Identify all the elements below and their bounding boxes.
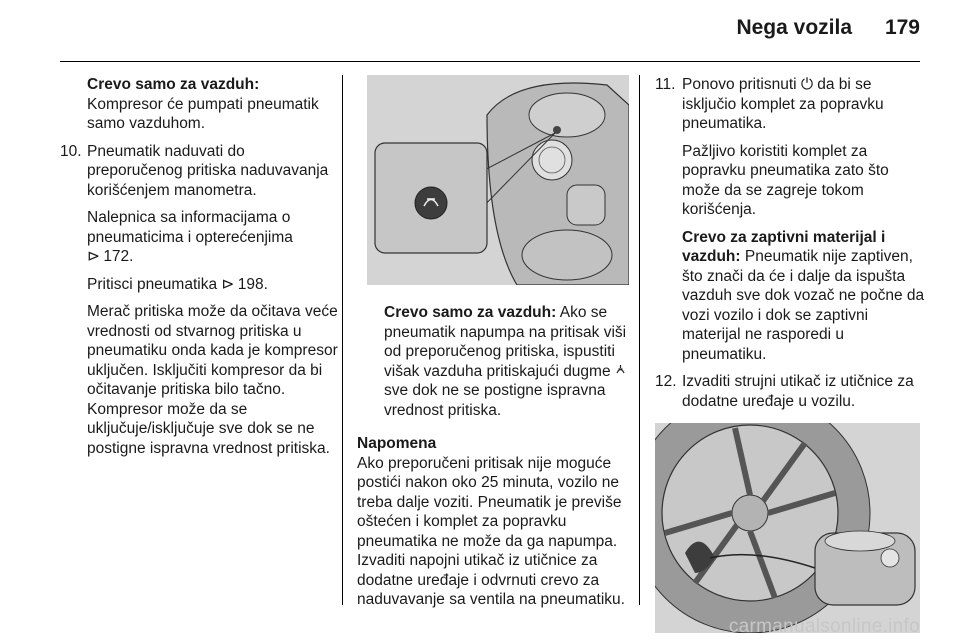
step-10-reference-label: Nalepnica sa informacijama o pneumaticima i opterećenjima ⊳ 172. bbox=[87, 209, 293, 265]
air-only-hose-intro bbox=[60, 75, 338, 134]
intro-text: Kompresor će pumpati pneumatik samo vazduhom. bbox=[87, 95, 319, 132]
note-text: Ako preporučeni pritisak nije moguće postići nakon oko 25 minuta, vozilo ne treba dalje voziti. Pneumatik je previše oštećen i komplet za popravku pneumatika ne može da ga napumpa. Izvaditi napojni utikač iz utičnice za dodatne uređaje i odvrnuti crevo za naduvavanje sa ventila na pneumatiku. bbox=[357, 454, 625, 608]
step-11 bbox=[655, 75, 925, 364]
column-2 bbox=[357, 75, 629, 618]
page-reference[interactable]: 172. bbox=[103, 248, 134, 265]
column-divider-1 bbox=[342, 75, 343, 605]
column-1 bbox=[60, 75, 338, 466]
note-block bbox=[357, 434, 629, 610]
intro-heading: Crevo samo za vazduh: bbox=[87, 76, 260, 93]
site-watermark: carmanualsonline.info bbox=[728, 616, 920, 637]
step-number: 12. bbox=[655, 373, 677, 390]
deflate-button-icon bbox=[615, 362, 627, 382]
compressor-illustration bbox=[367, 75, 629, 285]
reference-arrow-icon: ⊳ bbox=[87, 248, 100, 265]
step-10 bbox=[60, 142, 338, 459]
note-title: Napomena bbox=[357, 435, 437, 452]
step-number: 10. bbox=[60, 142, 82, 160]
column-3 bbox=[655, 75, 925, 633]
step-text: Ponovo pritisnuti ⏻ da bi se isključio komplet za popravku pneumatika. bbox=[682, 76, 884, 132]
tyre-and-compressor-illustration bbox=[655, 423, 920, 633]
section-title: Nega vozila bbox=[736, 16, 852, 39]
reference-arrow-icon: ⊳ bbox=[221, 275, 235, 293]
gauge-note: Merač pritiska može da očitava veće vrednosti od stvarnog pritiska u pneumatiku onda kada je kompresor uključen. Isključiti kompresor da bi očitavanje pritiska bilo tačno. Kompresor može da se uključuje/isključuje sve dok se ne postigne ispravna vrednost pritiska. bbox=[87, 303, 338, 457]
sealant-hose-note: Crevo za zaptivni materijal i vazduh: Pneumatik nije zaptiven, što znači da će i dalje da ispušta vazduh sve dok vozač ne počne da vozi vozilo i dok se zaptivni materijal ne rasporedi u pneumatiku. bbox=[682, 228, 925, 363]
power-icon: ⏻ bbox=[800, 76, 814, 93]
air-only-hose-deflate: Crevo samo za vazduh: Ako se pneumatik napumpa na pritisak viši od preporučenog pritiska, ispustiti višak vazduha pritiskajući dugme sve dok ne se postigne ispravna vrednost pritiska. bbox=[384, 304, 627, 419]
page-number: 179 bbox=[884, 16, 920, 39]
heat-warning: Pažljivo koristiti komplet za popravku pneumatika zato što može da se zagreje tokom korišćenja. bbox=[682, 142, 889, 218]
step-text: Izvaditi strujni utikač iz utičnice za dodatne uređaje u vozilu. bbox=[682, 373, 914, 410]
page-header bbox=[0, 0, 960, 62]
step-10-reference-pressure: Pritisci pneumatika ⊳ 198. bbox=[87, 275, 268, 293]
step-number: 11. bbox=[655, 76, 676, 93]
header-rule bbox=[60, 61, 920, 62]
step-text: Pneumatik naduvati do preporučenog pritiska naduvavanja korišćenjem manometra. bbox=[87, 142, 329, 199]
deflate-heading: Crevo samo za vazduh: bbox=[384, 304, 557, 321]
step-12 bbox=[655, 372, 925, 411]
column-divider-2 bbox=[639, 75, 640, 605]
page-reference[interactable]: 198. bbox=[237, 275, 268, 293]
